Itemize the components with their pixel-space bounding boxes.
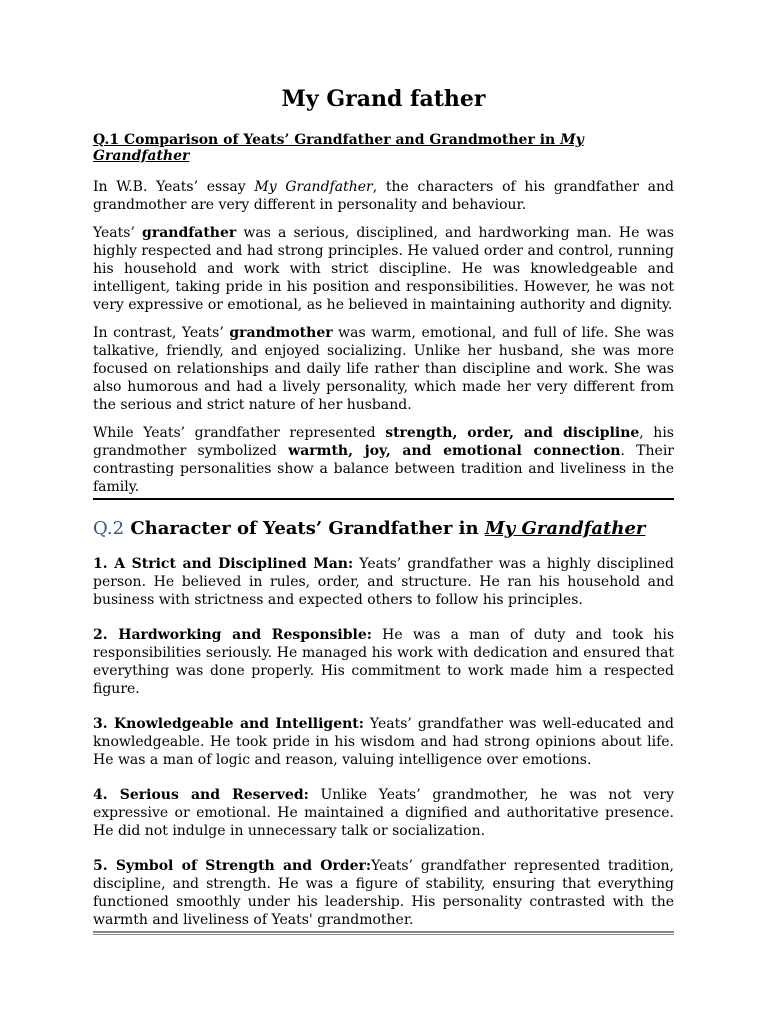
point-item — [93, 715, 674, 769]
point-item — [93, 857, 674, 929]
bold-term: grandmother — [229, 325, 333, 341]
bold-term: strength, order, and discipline — [385, 425, 640, 441]
point-item — [93, 555, 674, 609]
q2-number: Q.2 — [93, 518, 125, 539]
section-divider — [93, 498, 674, 500]
text-run: In contrast, Yeats’ — [93, 325, 230, 341]
page-title: My Grand father — [281, 86, 486, 112]
point-text: Yeats’ grandfather represented tradition, discipline, and strength. He was a figure of stability, ensuring that everything functioned smoothly under his leadership. His personality contrasted with the warmth and liveliness of Yeats' grandmother. — [93, 858, 674, 928]
q1-heading-text: Q.1 Comparison of Yeats’ Grandfather and Grandmother in — [93, 132, 561, 148]
q1-heading — [93, 132, 674, 164]
text-run: was a serious, disciplined, and hardworking man. He was highly respected and had strong principles. He valued order and control, running his household and work with strict discipline. He was knowledgeable and intelligent, taking pride in his position and responsibilities. However, he was not very expressive or emotional, as he believed in maintaining authority and dignity. — [93, 225, 674, 313]
point-label: 5. Symbol of Strength and Order: — [93, 858, 372, 874]
point-text: Unlike Yeats’ grandmother, he was not very expressive or emotional. He maintained a dignified and authoritative presence. He did not indulge in unnecessary talk or socialization. — [93, 787, 674, 839]
q2-heading-text: Character of Yeats’ Grandfather in — [124, 518, 485, 539]
bold-term: grandfather — [142, 225, 237, 241]
point-label: 2. Hardworking and Responsible: — [93, 627, 372, 643]
end-divider — [93, 931, 674, 935]
text-run: , the characters of his grandfather and grandmother are very different in personality and behaviour. — [93, 179, 674, 213]
q2-heading-italic: My Grandfather — [484, 518, 646, 539]
text-run: In W.B. Yeats’ essay — [93, 179, 255, 195]
point-label: 4. Serious and Reserved: — [93, 787, 309, 803]
q1-paragraph-intro — [93, 178, 674, 214]
q1-paragraph-grandfather — [93, 224, 674, 314]
point-text: He was a man of duty and took his responsibilities seriously. He managed his work with dedication and ensured that everything was done properly. His commitment to work made him a respected figure. — [93, 627, 674, 697]
text-run: While Yeats’ grandfather represented — [93, 425, 386, 441]
q2-heading — [93, 518, 674, 539]
essay-title-italic: My Grandfather — [254, 179, 373, 195]
q1-paragraph-grandmother — [93, 324, 674, 414]
point-text: Yeats’ grandfather was a highly disciplined person. He believed in rules, order, and structure. He ran his household and business with strictness and expected others to follow his principles. — [93, 556, 674, 608]
point-label: 1. A Strict and Disciplined Man: — [93, 556, 354, 572]
q1-paragraph-conclusion — [93, 424, 674, 496]
text-run: Yeats’ — [93, 225, 143, 241]
text-run: was warm, emotional, and full of life. She was talkative, friendly, and enjoyed socializing. Unlike her husband, she was more focused on relationships and daily life rather than discipline and work. She was also humorous and had a lively personality, which made her very different from the serious and strict nature of her husband. — [93, 325, 674, 413]
text-run: . Their contrasting personalities show a balance between tradition and liveliness in the family. — [93, 443, 674, 495]
text-run: , his grandmother symbolized — [93, 425, 674, 459]
point-item — [93, 786, 674, 840]
point-item — [93, 626, 674, 698]
point-text: Yeats’ grandfather was well-educated and knowledgeable. He took pride in his wisdom and had strong opinions about life. He was a man of logic and reason, valuing intelligence over emotions. — [93, 716, 674, 768]
bold-term: warmth, joy, and emotional connection — [288, 443, 621, 459]
q1-heading-italic: My Grandfather — [93, 132, 584, 164]
point-label: 3. Knowledgeable and Intelligent: — [93, 716, 364, 732]
